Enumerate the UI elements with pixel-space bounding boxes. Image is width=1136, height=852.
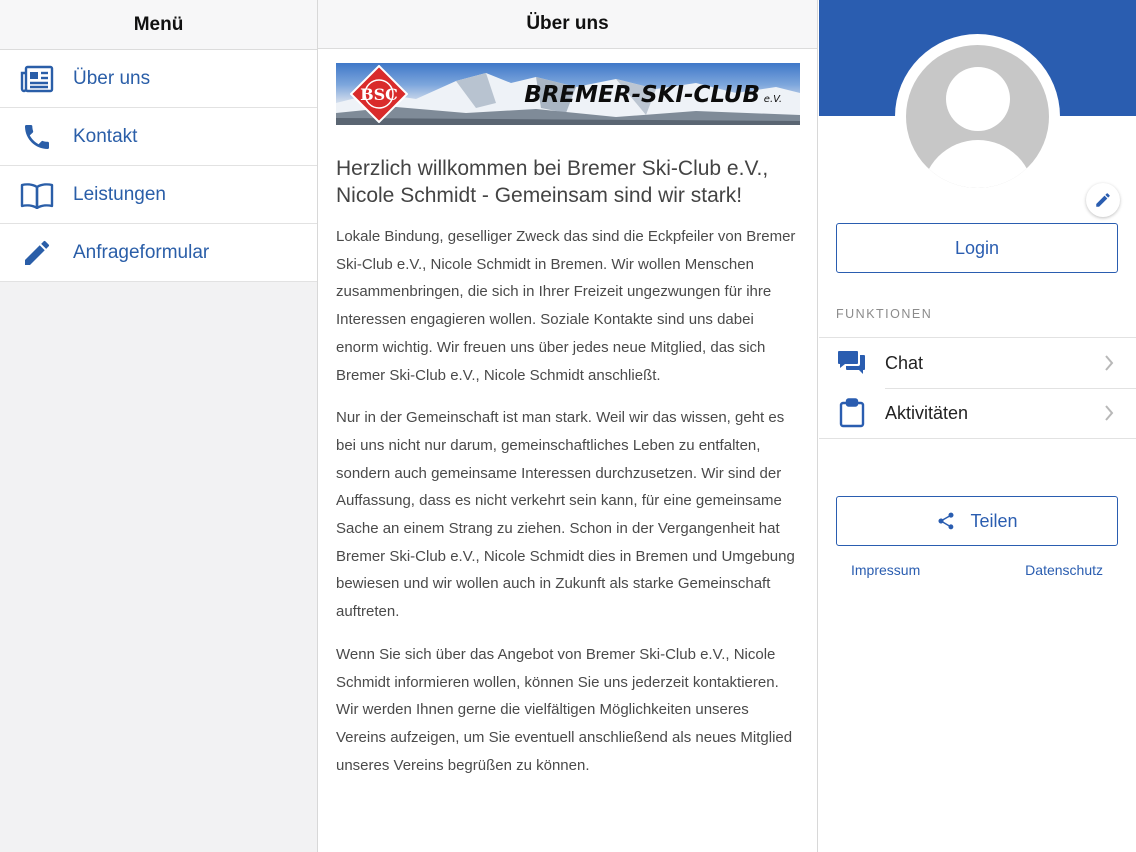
- phone-icon: [20, 120, 54, 154]
- profile-panel: [819, 0, 1136, 852]
- function-item-chat[interactable]: [819, 338, 1136, 388]
- menu-item-label: Anfrageformular: [73, 241, 210, 263]
- menu-item-label: Kontakt: [73, 125, 138, 147]
- pencil-icon: [1094, 191, 1112, 209]
- menu-title: Menü: [0, 0, 317, 50]
- avatar-frame: [895, 34, 1060, 199]
- section-title: FUNKTIONEN: [836, 307, 933, 321]
- share-button[interactable]: [836, 496, 1118, 546]
- club-suffix: e.V.: [763, 94, 782, 105]
- impressum-link[interactable]: Impressum: [851, 562, 921, 578]
- paragraph: Lokale Bindung, geselliger Zweck das sind die Eckpfeiler von Bremer Ski-Club e.V., Nicole Schmidt in Bremen. Wir wollen Menschen zusammenbringen, die sich in Ihrer Freizeit ungezwungen für ihre Interessen engagieren wollen. Soziale Kontakte sind uns dabei enorm wichtig. Wir freuen uns über jedes neue Mitglied, das sich Bremer Ski-Club e.V., Nicole Schmidt anschließt.: [336, 228, 796, 384]
- avatar-head-icon: [946, 67, 1010, 131]
- paragraph: Nur in der Gemeinschaft ist man stark. Weil wir das wissen, geht es bei uns nicht nur darum, gemeinschaftliches Leben zu entfalten, sondern auch gemeinsame Interessen durchzusetzen. Wir sind der Auffassung, dass es nicht verkehrt sein kann, für eine gemeinsame Sache an einem Strang zu ziehen. Schon in der Vergangenheit hat Bremer Ski-Club e.V., Nicole Schmidt dies in Bremen und Umgebung bewiesen und wir wollen auch in Zukunft als starke Gemeinschaft auftreten.: [336, 409, 795, 621]
- menu-list: [0, 50, 317, 282]
- chat-icon: [837, 348, 867, 378]
- club-banner: [336, 63, 800, 125]
- login-button[interactable]: Login: [836, 223, 1118, 273]
- book-icon: [20, 178, 54, 212]
- page-title: Über uns: [318, 0, 817, 49]
- club-name: BREMER-SKI-CLUB: [524, 82, 760, 108]
- clipboard-icon: [837, 398, 867, 428]
- sidebar-menu: [0, 0, 318, 852]
- datenschutz-link[interactable]: Datenschutz: [1025, 562, 1103, 578]
- function-list: [819, 337, 1136, 439]
- menu-item-ueber-uns[interactable]: [0, 50, 317, 108]
- function-item-aktivitaeten[interactable]: [819, 388, 1136, 438]
- chevron-right-icon: [1098, 355, 1120, 371]
- svg-text:BSC: BSC: [360, 85, 398, 104]
- menu-item-kontakt[interactable]: [0, 108, 317, 166]
- function-label: Aktivitäten: [885, 402, 969, 423]
- welcome-headline: Herzlich willkommen bei Bremer Ski-Club e.V., Nicole Schmidt - Gemeinsam sind wir stark!: [336, 157, 769, 207]
- menu-item-label: Leistungen: [73, 183, 166, 205]
- function-label: Chat: [885, 352, 924, 373]
- avatar[interactable]: [906, 45, 1049, 188]
- newspaper-icon: [20, 62, 54, 96]
- avatar-body-icon: [922, 140, 1034, 188]
- paragraph: Wenn Sie sich über das Angebot von Bremer Ski-Club e.V., Nicole Schmidt informieren wollen, können Sie uns jederzeit kontaktieren. Wir werden Ihnen gerne die vielfältigen Möglichkeiten unseres Vereins aufzeigen, um Sie eventuell anschließend als neues Mitglied unseres Vereins begrüßen zu können.: [336, 645, 793, 774]
- pencil-icon: [20, 236, 54, 270]
- club-logo: [350, 65, 408, 123]
- share-label: Teilen: [970, 510, 1018, 531]
- menu-item-label: Über uns: [73, 67, 151, 89]
- main-content: [318, 0, 818, 852]
- share-icon: [936, 511, 956, 531]
- edit-avatar-button[interactable]: [1086, 183, 1120, 217]
- menu-item-leistungen[interactable]: [0, 166, 317, 224]
- chevron-right-icon: [1098, 405, 1120, 421]
- menu-item-anfrageformular[interactable]: [0, 224, 317, 282]
